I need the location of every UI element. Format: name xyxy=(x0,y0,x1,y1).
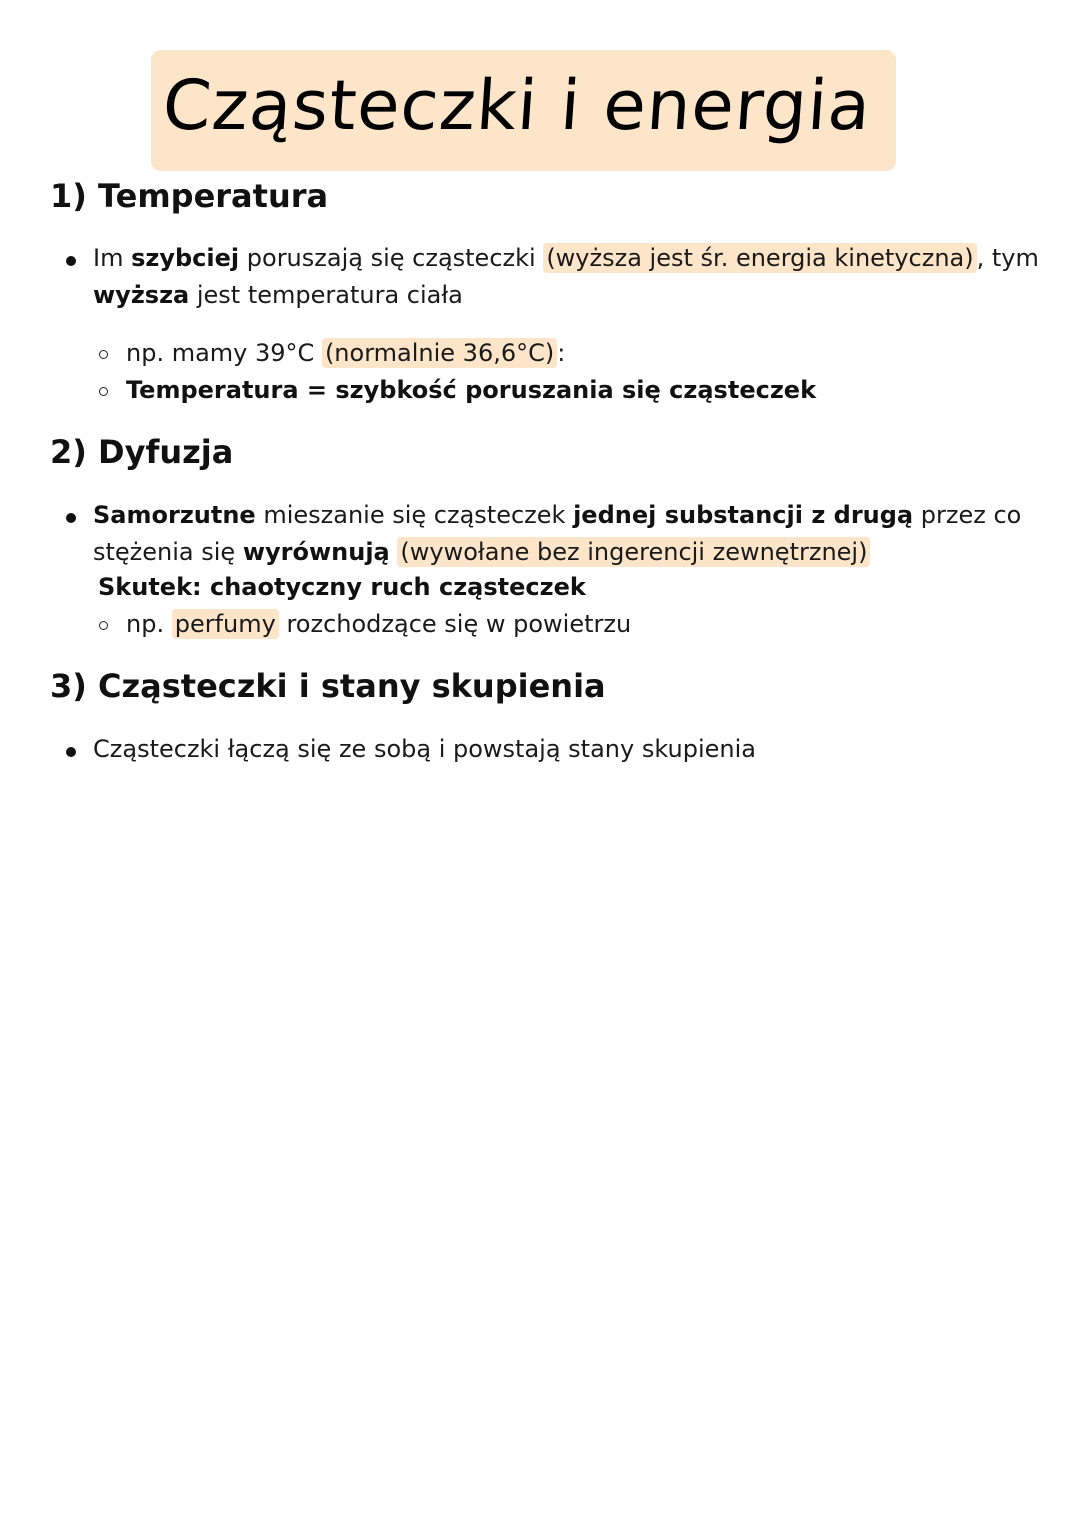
sub-bullet-circle xyxy=(99,350,108,359)
text-run: jest temperatura ciała xyxy=(189,281,463,309)
paragraph-line xyxy=(93,240,1039,277)
bold-text: jednej substancji z drugą xyxy=(573,501,914,529)
bold-text: Temperatura = szybkość poruszania się cząsteczek xyxy=(126,376,817,404)
section-heading-stany-skupienia: 3) Cząsteczki i stany skupienia xyxy=(50,667,606,705)
sub-bullet-circle xyxy=(99,621,108,630)
paragraph-line xyxy=(93,731,756,768)
paragraph-line xyxy=(98,569,586,606)
bold-text: Samorzutne xyxy=(93,501,256,529)
text-run: mieszanie się cząsteczek xyxy=(255,501,574,529)
text-run: Cząsteczki łączą się ze sobą i powstają stany skupienia xyxy=(93,735,756,763)
bullet-dot xyxy=(66,747,76,757)
section-heading-temperatura: 1) Temperatura xyxy=(50,177,329,215)
bullet-dot xyxy=(66,256,76,266)
paragraph-line xyxy=(93,534,870,571)
text-run: rozchodzące się w powietrzu xyxy=(278,610,632,638)
text-run: przez co xyxy=(913,501,1022,529)
text-run: Im xyxy=(93,244,132,272)
bold-text: szybciej xyxy=(131,244,240,272)
highlighted-text: (normalnie 36,6°C) xyxy=(322,338,557,368)
text-run: , tym xyxy=(976,244,1039,272)
sub-item-line xyxy=(126,606,631,643)
bold-text: Skutek: chaotyczny ruch cząsteczek xyxy=(98,573,586,601)
highlighted-text: (wywołane bez ingerencji zewnętrznej) xyxy=(397,537,870,567)
section-heading-dyfuzja: 2) Dyfuzja xyxy=(50,433,234,471)
title-banner xyxy=(151,50,896,171)
text-run: : xyxy=(557,339,566,367)
text-run: np. xyxy=(126,610,172,638)
highlighted-text: perfumy xyxy=(172,609,279,639)
sub-item-line xyxy=(126,335,565,372)
sub-item-line xyxy=(126,372,816,409)
bold-text: wyrównują xyxy=(242,538,390,566)
bold-text: wyższa xyxy=(93,281,190,309)
text-run: poruszają się cząsteczki xyxy=(239,244,544,272)
paragraph-line xyxy=(93,497,1021,534)
text-run: stężenia się xyxy=(93,538,243,566)
text-run: np. mamy 39°C xyxy=(126,339,322,367)
page-title: Cząsteczki i energia xyxy=(160,66,874,146)
paragraph-line xyxy=(93,277,463,314)
bullet-dot xyxy=(66,513,76,523)
sub-bullet-circle xyxy=(99,387,108,396)
highlighted-text: (wyższa jest śr. energia kinetyczna) xyxy=(543,243,976,273)
